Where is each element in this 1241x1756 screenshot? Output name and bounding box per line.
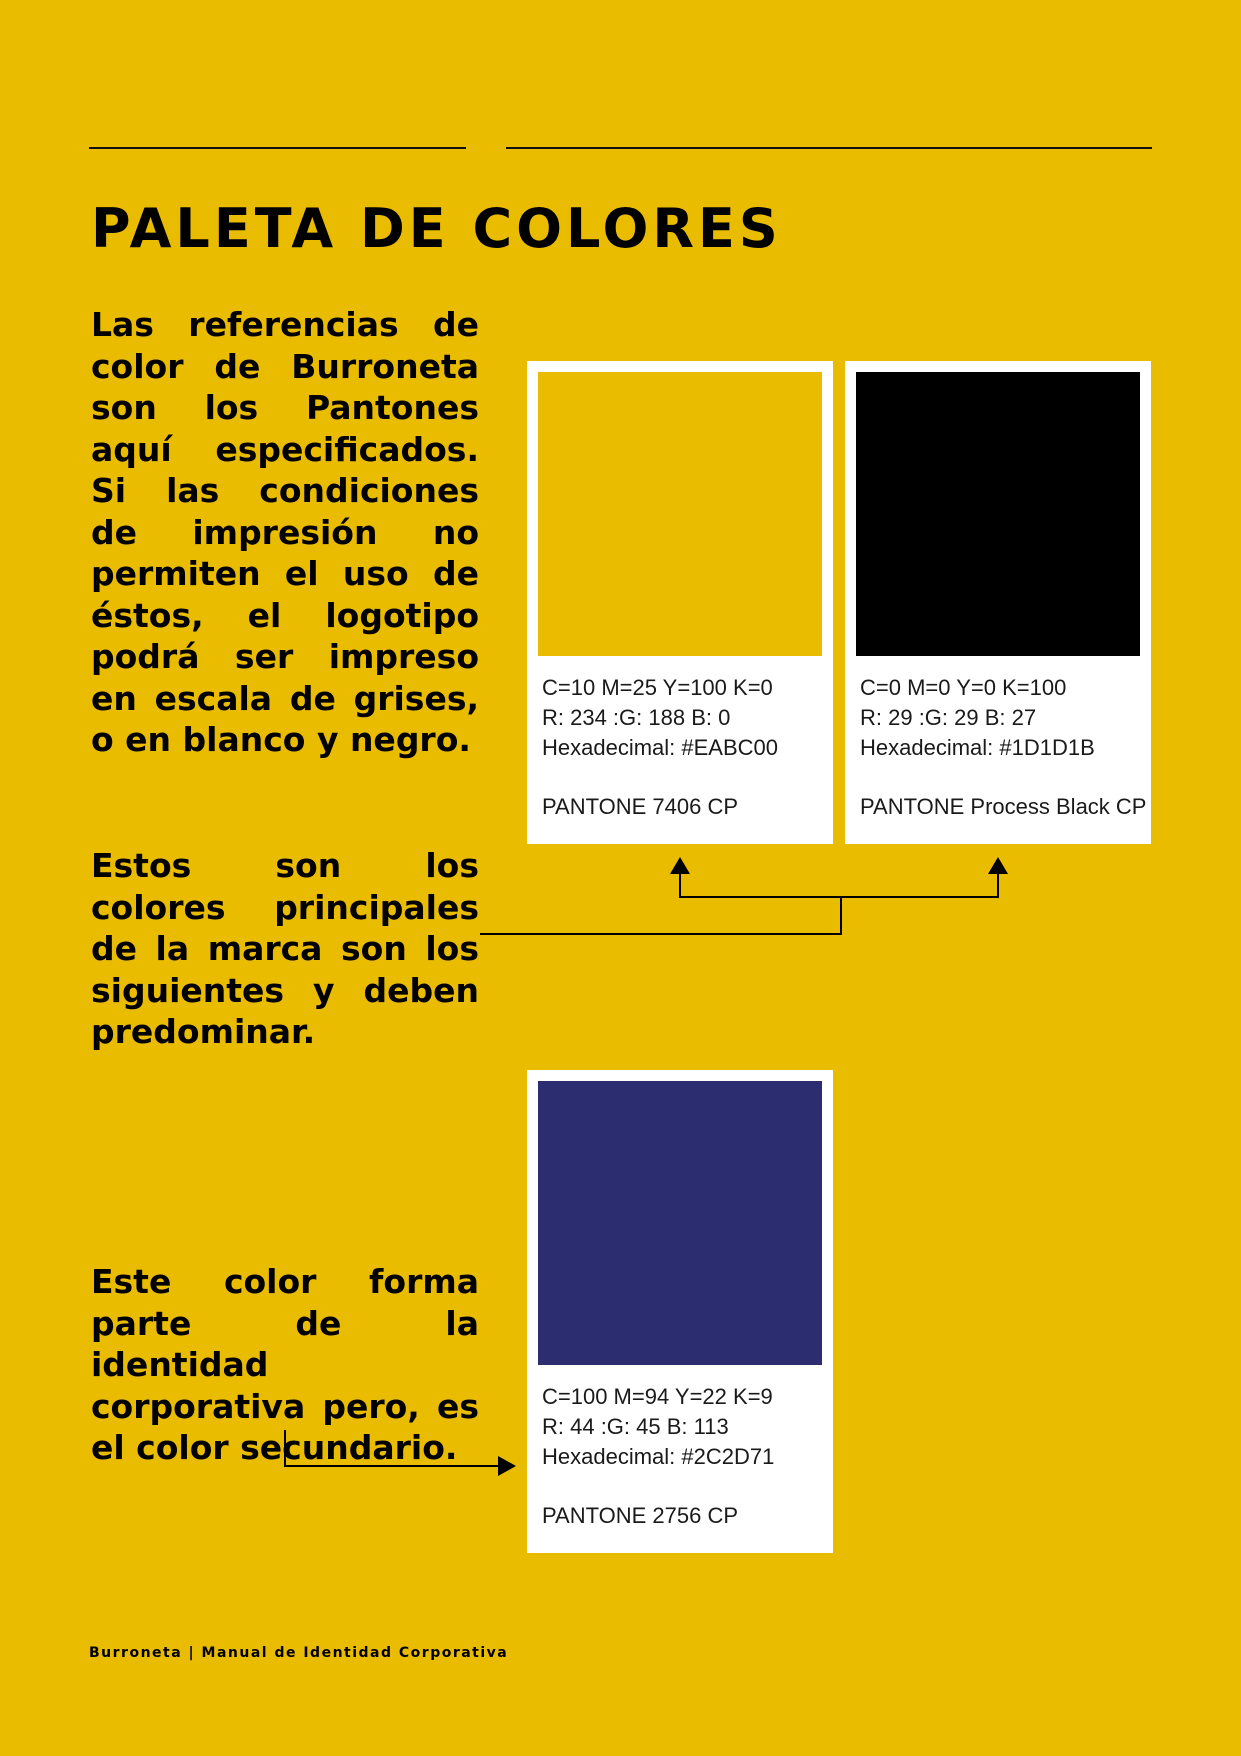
hex-value: Hexadecimal: #EABC00 (542, 735, 779, 760)
cmyk-value: C=0 M=0 Y=0 K=100 (860, 675, 1067, 700)
rgb-value: R: 234 :G: 188 B: 0 (542, 705, 731, 730)
secondary-connector-line (285, 1430, 505, 1466)
arrow-right-icon (498, 1456, 516, 1476)
intro-paragraph: Las referencias de color de Burroneta son los Pantones aquí especificados. Si las condiciones de impresión no permiten el uso de éstos, el logotipo podrá ser impreso en escala de grises, o en blanco y negro. (91, 305, 479, 759)
cmyk-value: C=100 M=94 Y=22 K=9 (542, 1384, 773, 1409)
primary-connector-branch (841, 873, 998, 897)
secondary-color-paragraph: Este color forma parte de la identidad corporativa pero, es el color secundario. (91, 1262, 479, 1467)
hex-value: Hexadecimal: #1D1D1B (860, 735, 1095, 760)
arrow-up-icon (670, 857, 690, 874)
pantone-value: PANTONE 7406 CP (542, 794, 739, 819)
primary-colors-paragraph: Estos son los colores principales de la marca son los siguientes y deben predominar. (91, 846, 479, 1051)
cmyk-value: C=10 M=25 Y=100 K=0 (542, 675, 773, 700)
primary-connector-line (480, 873, 841, 934)
hex-value: Hexadecimal: #2C2D71 (542, 1444, 775, 1469)
pantone-value: PANTONE 2756 CP (542, 1503, 739, 1528)
rgb-value: R: 44 :G: 45 B: 113 (542, 1414, 729, 1439)
page-title: PALETA DE COLORES (91, 197, 782, 260)
arrow-up-icon (988, 857, 1008, 874)
footer-text: Burroneta | Manual de Identidad Corporativa (89, 1645, 509, 1661)
pantone-value: PANTONE Process Black CP (860, 794, 1147, 819)
rgb-value: R: 29 :G: 29 B: 27 (860, 705, 1037, 730)
